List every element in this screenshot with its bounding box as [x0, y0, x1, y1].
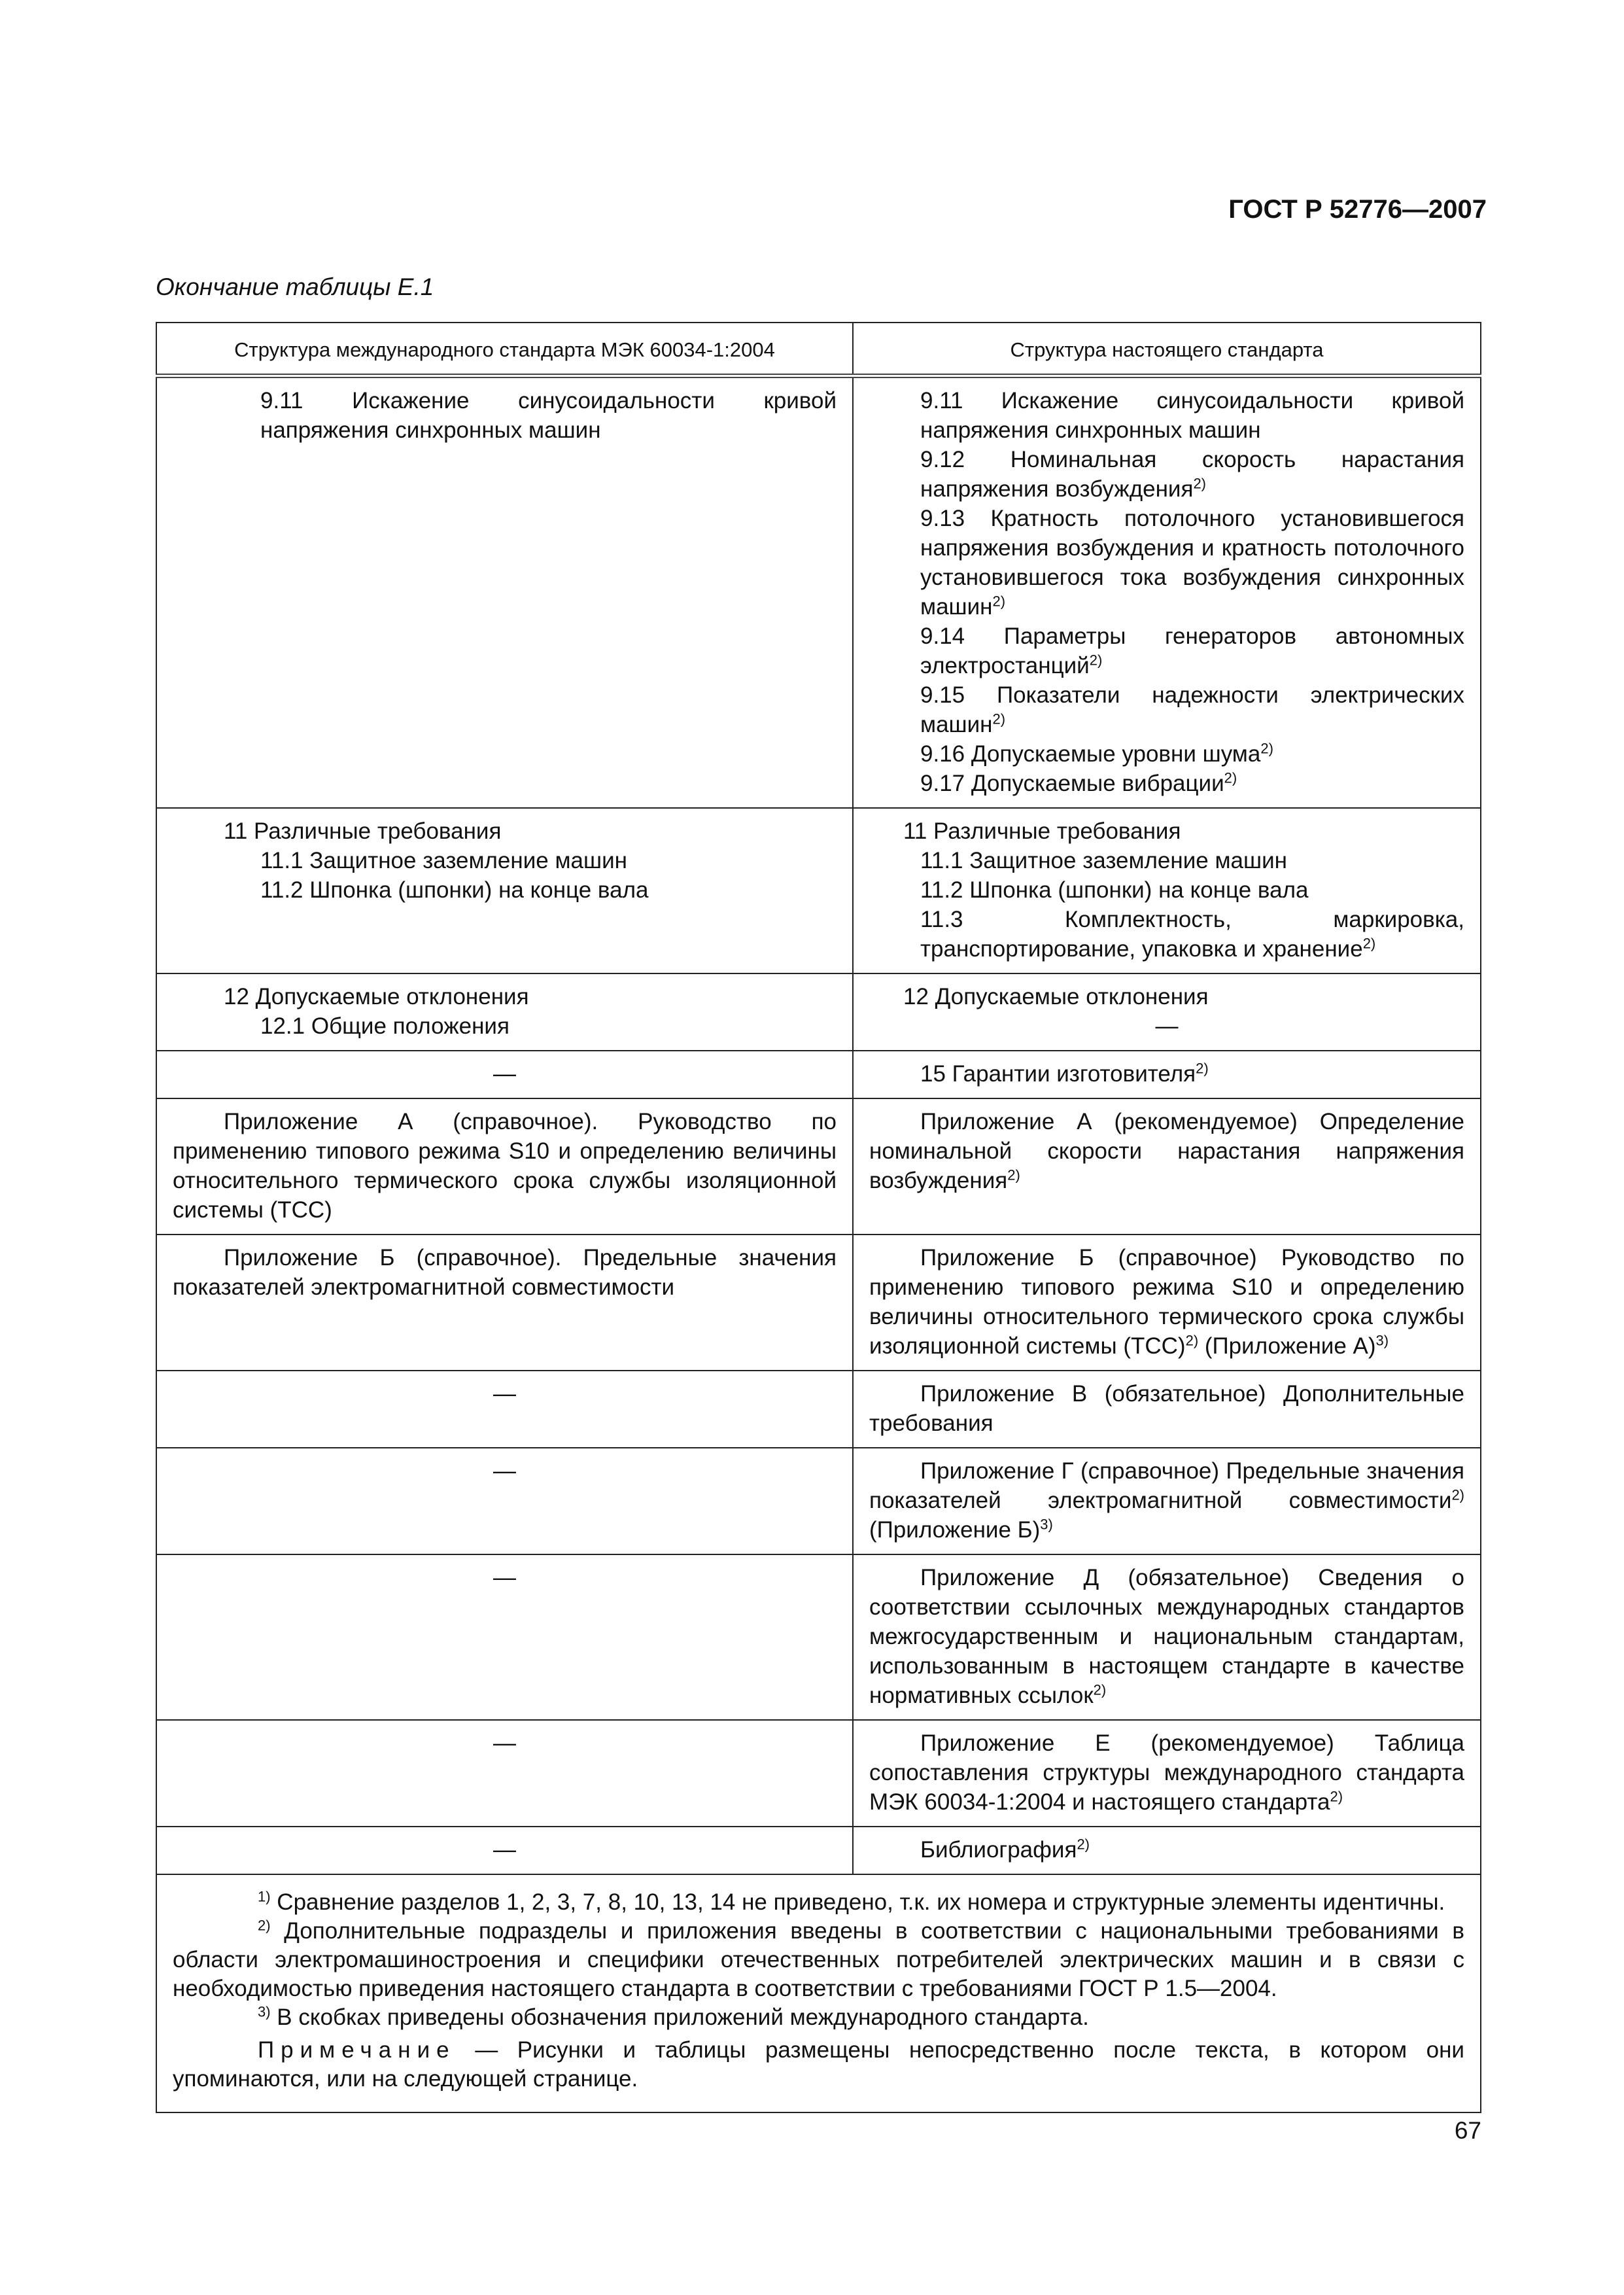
cell-text: 12.1 Общие положения [260, 1013, 510, 1039]
table-row [156, 1448, 1481, 1554]
right-cell [853, 1235, 1481, 1371]
table-row [156, 1371, 1481, 1448]
right-cell [853, 973, 1481, 1051]
cell-text: 9.17 Допускаемые вибрации$^{2)}$ [920, 769, 1237, 796]
table-row [156, 1554, 1481, 1720]
cell-text: 9.11 Искажение синусоидальности кривой напряжения синхронных машин [260, 388, 837, 443]
footnote-3: $^{3)}$ В скобках приведены обозначения приложений международного стандарта. [258, 2003, 1089, 2030]
table-row [156, 973, 1481, 1051]
right-cell [853, 808, 1481, 973]
left-cell [156, 1051, 853, 1098]
table-row [156, 376, 1481, 809]
cell-text: 9.11 Искажение синусоидальности кривой напряжения синхронных машин [920, 388, 1464, 443]
column-header-international: Структура международного стандарта МЭК 60034-1:2004 [156, 323, 853, 376]
right-cell [853, 1720, 1481, 1827]
left-cell [156, 376, 853, 809]
cell-text: 11.2 Шпонка (шпонки) на конце вала [260, 877, 649, 903]
table-row [156, 1827, 1481, 1874]
cell-text: 12 Допускаемые отклонения [224, 984, 529, 1009]
cell-text: 9.13 Кратность потолочного установившегося напряжения возбуждения и кратность потолочного установившегося тока возбуждения синхронных машин$^{2)}$ [920, 506, 1464, 620]
table-caption: Окончание таблицы Е.1 [156, 273, 434, 300]
right-cell [853, 1098, 1481, 1235]
table-header-row [156, 323, 1481, 376]
left-cell [156, 1448, 853, 1554]
left-cell [156, 1098, 853, 1235]
cell-text: 11.2 Шпонка (шпонки) на конце вала [920, 877, 1309, 903]
cell-text: Приложение В (обязательное) Дополнительные требования [869, 1381, 1464, 1436]
left-cell [156, 1554, 853, 1720]
table-row [156, 808, 1481, 973]
right-cell [853, 1554, 1481, 1720]
note [173, 2036, 1464, 2094]
right-cell [853, 1827, 1481, 1874]
document-code: ГОСТ Р 52776—2007 [1228, 195, 1487, 224]
right-cell [853, 1371, 1481, 1448]
cell-text: Библиография$^{2)}$ [920, 1836, 1090, 1863]
cell-text: 12 Допускаемые отклонения [903, 984, 1209, 1009]
right-cell [853, 1448, 1481, 1554]
table-row [156, 1098, 1481, 1235]
right-cell [853, 376, 1481, 809]
cell-text: 11 Различные требования [224, 818, 502, 844]
dash: — [493, 1565, 516, 1590]
cell-text: Приложение Е (рекомендуемое) Таблица сопоставления структуры международного стандарта МЭК 60034-1:2004 и настоящего стандарта$^{2)}$ [869, 1730, 1464, 1815]
dash: — [493, 1837, 516, 1863]
cell-text: 9.14 Параметры генераторов автономных электростанций$^{2)}$ [920, 623, 1464, 678]
footnote-1: $^{1)}$ Сравнение разделов 1, 2, 3, 7, 8, 10, 13, 14 не приведено, т.к. их номера и структурные элементы идентичны. [258, 1888, 1445, 1915]
notes-row [156, 1874, 1481, 2112]
cell-text: Приложение А (рекомендуемое) Определение номинальной скорости нарастания напряжения возбуждения$^{2)}$ [869, 1109, 1464, 1193]
cell-text: 11 Различные требования [903, 818, 1181, 844]
dash: — [493, 1730, 516, 1756]
left-cell [156, 973, 853, 1051]
left-cell [156, 808, 853, 973]
cell-text: Приложение А (справочное). Руководство по применению типового режима S10 и определению величины относительного термического срока службы изоляционной системы (ТСС) [173, 1109, 837, 1223]
table-row [156, 1235, 1481, 1371]
dash: — [493, 1381, 516, 1407]
cell-text: Приложение Г (справочное) Предельные значения показателей электромагнитной совместимости$^{2)}$ (Приложение Б)$^{3)}$ [869, 1458, 1464, 1543]
dash: — [1155, 1013, 1179, 1039]
cell-text: Приложение Б (справочное) Руководство по применению типового режима S10 и определению величины относительного термического срока службы изоляционной системы (ТСС)$^{2)}$ (Приложение А)$^{3)}$ [869, 1245, 1464, 1359]
left-cell [156, 1371, 853, 1448]
dash: — [493, 1458, 516, 1484]
cell-text: 9.12 Номинальная скорость нарастания напряжения возбуждения$^{2)}$ [920, 447, 1464, 502]
cell-text: 11.1 Защитное заземление машин [920, 848, 1287, 873]
comparison-table [156, 322, 1481, 2113]
right-cell [853, 1051, 1481, 1098]
left-cell [156, 1720, 853, 1827]
column-header-national: Структура настоящего стандарта [853, 323, 1481, 376]
cell-text: 11.1 Защитное заземление машин [260, 848, 627, 873]
cell-text: 15 Гарантии изготовителя$^{2)}$ [920, 1060, 1209, 1087]
note-text: — Рисунки и таблицы размещены непосредственно после текста, в котором они упоминаются, или на следующей странице. [173, 2037, 1464, 2092]
cell-text: 9.16 Допускаемые уровни шума$^{2)}$ [920, 740, 1273, 767]
footnote-2: $^{2)}$ Дополнительные подразделы и приложения введены в соответствии с национальными требованиями в области электромашиностроения и специфики отечественных потребителей электрических машин и в связи с необходимостью приведения настоящего стандарта в соответствии с требованиями ГОСТ Р 1.5—2004. [173, 1917, 1464, 2001]
table-notes [156, 1874, 1481, 2112]
left-cell [156, 1827, 853, 1874]
cell-text: Приложение Д (обязательное) Сведения о соответствии ссылочных международных стандартов межгосударственным и национальным стандартам, использованным в настоящем стандарте в качестве нормативных ссылок$^{2)}$ [869, 1565, 1464, 1708]
left-cell [156, 1235, 853, 1371]
dash: — [493, 1061, 516, 1087]
page-number: 67 [1454, 2117, 1481, 2144]
note-label: Примечание [258, 2037, 456, 2063]
table-row [156, 1051, 1481, 1098]
table-row [156, 1720, 1481, 1827]
cell-text: Приложение Б (справочное). Предельные значения показателей электромагнитной совместимости [173, 1245, 837, 1300]
cell-text: 9.15 Показатели надежности электрических машин$^{2)}$ [920, 682, 1464, 737]
cell-text: 11.3 Комплектность, маркировка, транспортирование, упаковка и хранение$^{2)}$ [920, 907, 1464, 962]
